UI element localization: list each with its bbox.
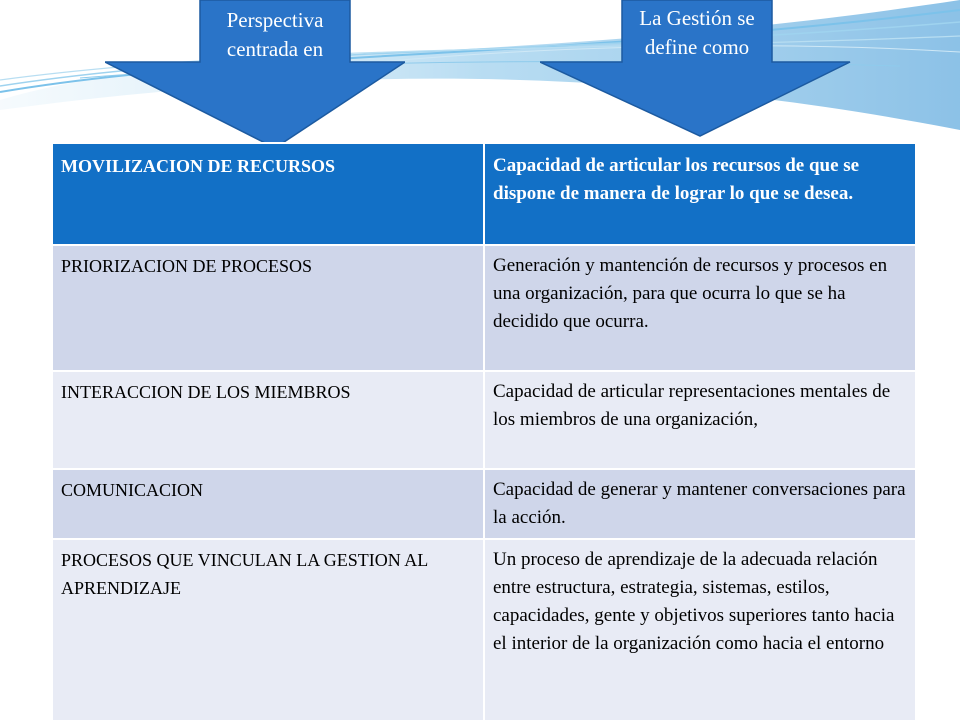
table-row	[52, 371, 916, 469]
row-cell-col1: PRIORIZACION DE PROCESOS	[52, 245, 484, 371]
row-cell-col1: PROCESOS QUE VINCULAN LA GESTION AL APRENDIZAJE	[52, 539, 484, 720]
perspectiva-label: Perspectiva centrada en	[226, 8, 324, 61]
row-cell-col1: INTERACCION DE LOS MIEMBROS	[52, 371, 484, 469]
gestion-callout	[540, 0, 860, 140]
gestion-label: La Gestión se define como	[639, 6, 755, 59]
table-row	[52, 245, 916, 371]
table-header-row	[52, 143, 916, 245]
table-row	[52, 539, 916, 720]
gestion-table	[51, 142, 917, 720]
header-cell-col1: MOVILIZACION DE RECURSOS	[52, 143, 484, 245]
row-cell-col2: Generación y mantención de recursos y procesos en una organización, para que ocurra lo que se ha decidido que ocurra.	[484, 245, 916, 371]
perspectiva-callout	[105, 0, 405, 150]
table-row	[52, 469, 916, 539]
header-cell-col2: Capacidad de articular los recursos de que se dispone de manera de lograr lo que se desea.	[484, 143, 916, 245]
row-cell-col1: COMUNICACION	[52, 469, 484, 539]
row-cell-col2: Capacidad de generar y mantener conversaciones para la acción.	[484, 469, 916, 539]
row-cell-col2: Un proceso de aprendizaje de la adecuada relación entre estructura, estrategia, sistemas, estilos, capacidades, gente y objetivos superiores tanto hacia el interior de la organización como hacia el entorno	[484, 539, 916, 720]
row-cell-col2: Capacidad de articular representaciones mentales de los miembros de una organización,	[484, 371, 916, 469]
